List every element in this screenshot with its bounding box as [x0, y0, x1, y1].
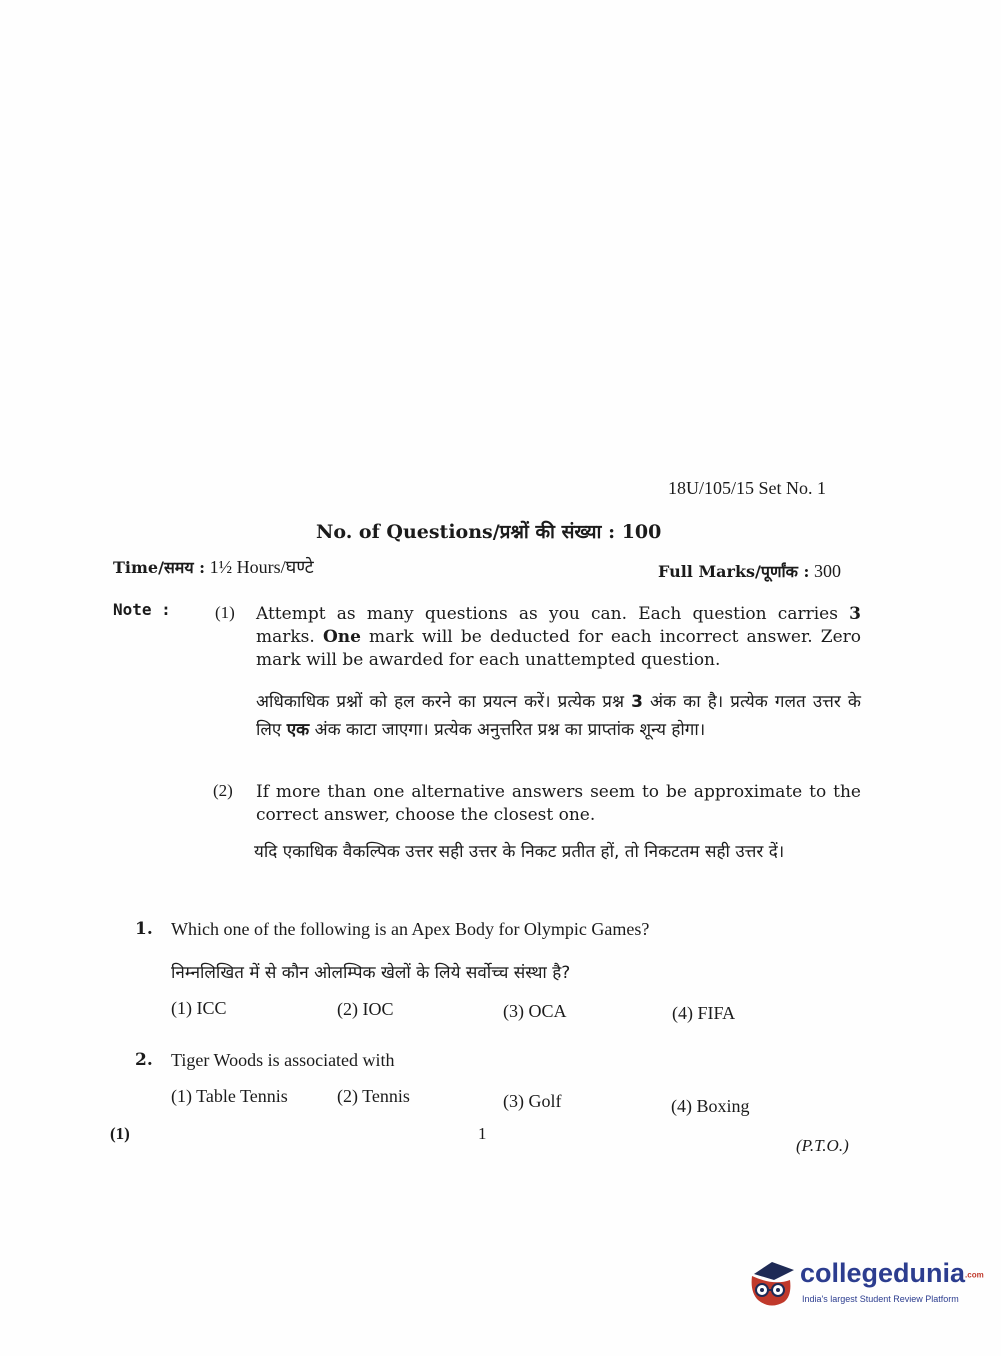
question-2-text: Tiger Woods is associated with [171, 1050, 395, 1070]
time-label: Time/समय : [113, 558, 206, 577]
question-2-option-4: (4) Boxing [671, 1096, 750, 1116]
note-item-2-english: If more than one alternative answers seem to be approximate to the correct answer, choose the closest one. [256, 782, 861, 825]
note-bold-one: One [322, 627, 361, 647]
note-item-2-hindi: यदि एकाधिक वैकल्पिक उत्तर सही उत्तर के निकट प्रतीत हों, तो निकटतम सही उत्तर दें। [254, 842, 785, 862]
question-1-option-4: (4) FIFA [672, 1003, 736, 1023]
logo-name: collegedunia [800, 1258, 966, 1288]
question-1-text: Which one of the following is an Apex Body for Olympic Games? [171, 919, 650, 939]
note-bold-marks: 3 [849, 604, 861, 624]
note-item-number: (1) [215, 603, 235, 622]
question-2-option-3: (3) Golf [503, 1091, 562, 1111]
question-1-option-2: (2) IOC [337, 999, 394, 1019]
note-text: Attempt as many questions as you can. Each question carries [256, 604, 850, 624]
question-2-option-2: (2) Tennis [337, 1086, 410, 1106]
marks-label: Full Marks/पूर्णांक : [658, 562, 810, 581]
please-turn-over: (P.T.O.) [796, 1136, 849, 1155]
footer-code: (1) [110, 1124, 130, 1143]
logo-wordmark [800, 1258, 984, 1289]
note-bold-marks-hindi: 3 [631, 692, 643, 712]
note-item-number: (2) [213, 781, 233, 800]
collegedunia-logo [744, 1252, 984, 1312]
note-text-hindi: अंक काटा जाएगा। प्रत्येक अनुत्तरित प्रश्न का प्राप्तांक शून्य होगा। [309, 720, 706, 740]
question-2-number: 2. [135, 1050, 153, 1070]
logo-tagline: India's largest Student Review Platform [802, 1294, 959, 1304]
time-info [113, 555, 314, 579]
question-count: No. of Questions/प्रश्नों की संख्या : 100 [316, 521, 662, 543]
mascot-icon [744, 1252, 800, 1312]
note-text: mark will be deducted for each incorrect answer. Zero mark will be awarded for each unattempted question. [256, 627, 861, 670]
note-bold-one-hindi: एक [286, 720, 310, 740]
question-1-number: 1. [135, 919, 153, 939]
note-text: marks. [256, 627, 323, 647]
marks-info [658, 560, 841, 582]
question-2-option-1: (1) Table Tennis [171, 1086, 288, 1106]
question-1-text-hindi: निम्नलिखित में से कौन ओलम्पिक खेलों के लिये सर्वोच्च संस्था है? [171, 963, 571, 983]
question-1-option-3: (3) OCA [503, 1001, 567, 1021]
set-number: 18U/105/15 Set No. 1 [668, 478, 827, 498]
note-text-hindi: अधिकाधिक प्रश्नों को हल करने का प्रयत्न करें। प्रत्येक प्रश्न [256, 692, 632, 712]
question-1-option-1: (1) ICC [171, 998, 227, 1018]
note-item-1-hindi [256, 688, 861, 744]
note-item-1-english [256, 603, 861, 672]
note-text-hindi: अंक का है। प्रत्येक गलत उत्तर के लिए [256, 692, 861, 740]
logo-suffix: .com [965, 1270, 984, 1280]
page-number: 1 [478, 1124, 487, 1143]
time-value: 1½ Hours/घण्टे [209, 557, 314, 577]
note-label: Note : [113, 600, 171, 619]
marks-value: 300 [813, 561, 841, 581]
